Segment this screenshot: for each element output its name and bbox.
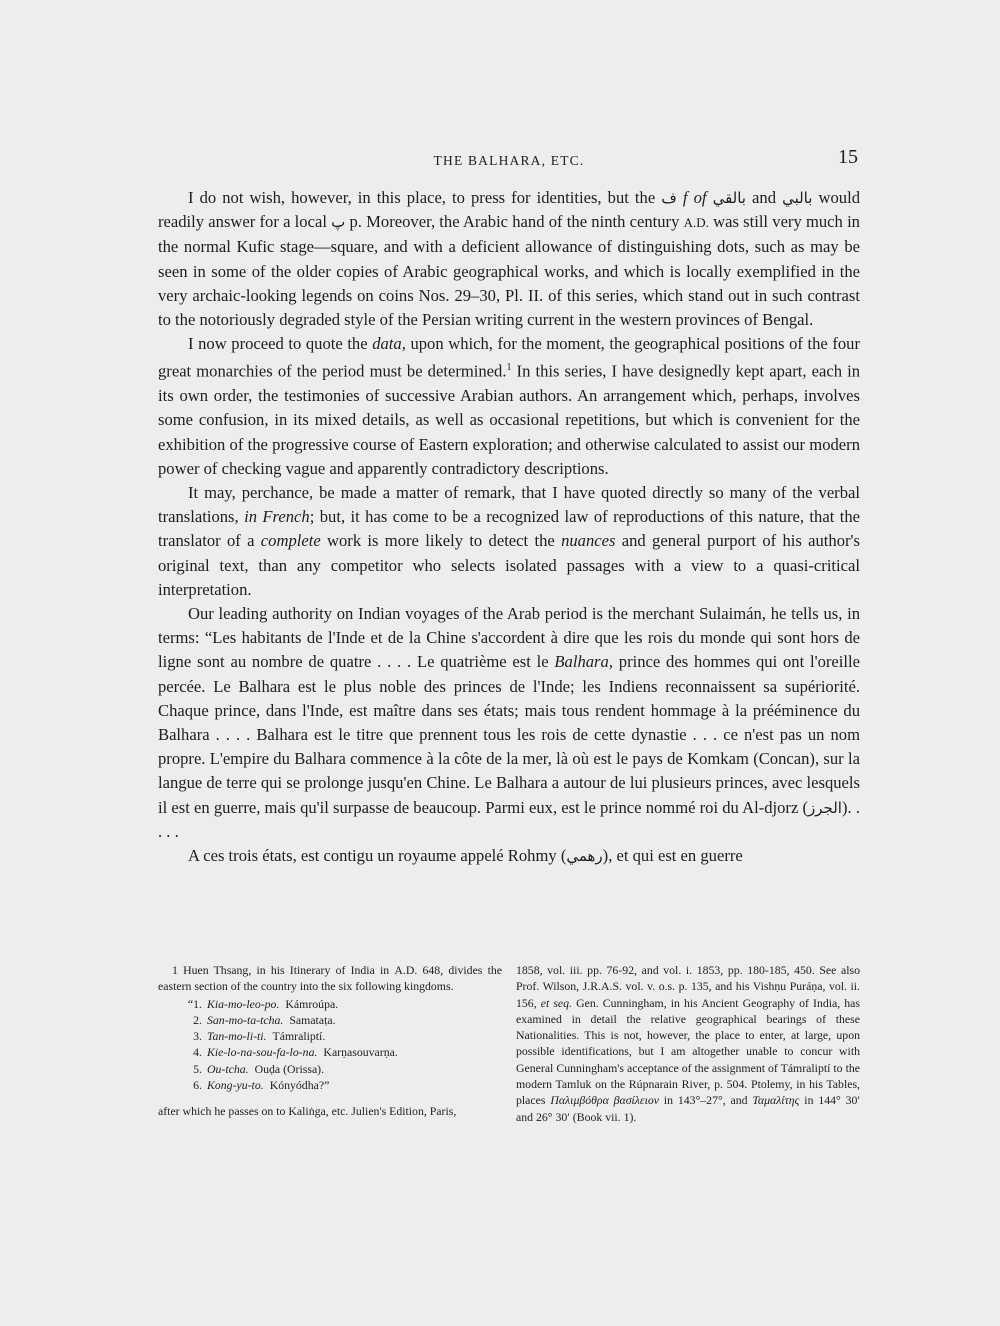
sanskrit-name: Kámroúpa. [285,996,339,1011]
arabic-letter-f: ف [661,189,677,207]
italic-term: et seq. [540,995,573,1010]
text-run: f of [676,188,713,207]
list-item [186,1012,502,1028]
italic-term: in French [244,507,310,527]
text-run: , upon which, for the moment, the geographical positions of the four great monarchies of the period must be determined. [158,334,860,381]
page-header [158,146,860,174]
paragraph-1 [158,186,860,332]
text-run: p. Moreover, the Arabic hand of the ninth century [345,212,684,232]
chinese-name: Kong-yu-to. [207,1078,264,1093]
list-item [186,1077,502,1093]
text-run: ; but, it has come to be a recognized law of reproductions of this nature, that the translator of a [158,507,860,551]
greek-word: Ταμαλίτης [752,1093,800,1108]
text-run: in 144° 30′ and 26° 30′ (Book vii. 1). [516,1093,860,1124]
greek-phrase: Παλιμβόθρα βασίλειον [550,1093,659,1108]
era-abbreviation: A.D. [683,215,709,231]
item-number: 3. [193,1029,202,1044]
text-run: was still very much in the normal Kufic stage—square, and with a deficient allowance of distinguishing dots, such as may be seen in some of the older copies of Arabic geographical works, and which is locally exemplified in the very archaic-looking legends on coins Nos. 29–30, Pl. II. of this series, which stand out in such contrast to the notoriously degraded style of the Persian writing current in the western provinces of Bengal. [158,212,860,330]
chinese-name: Kie-lo-na-sou-fa-lo-na. [207,1045,318,1060]
text-run: 648, divides the eastern section of the country into the six following kingdoms. [158,963,502,994]
text-run: prince des hommes qui ont l'oreille percée. Le Balhara est le plus noble des princes de l'Inde; les Indiens reconnaissent sa supériorité. Chaque prince, dans l'Inde, est maître dans ses états; mais tous rendent hommage à la prééminence du Balhara . . . . Balhara est le titre que prennent tous les rois de cette dynastie . . . ce n'est pas un nom propre. L'empire du Balhara commence à la côte de la mer, là où est le pays de Komkam (Concan), sur la langue de terre qui se prolonge jusqu'en Chine. Le Balhara a autour de lui plusieurs princes, avec lesquels il est en guerre, mais qu'il surpasse de beaucoup. Parmi eux, est le prince nommé roi du Al-djorz ( [158,652,860,817]
list-item [186,1044,502,1060]
sanskrit-name: Támraliptí. [272,1029,326,1044]
footnote-1-intro [158,962,502,995]
text-run: 1 Huen Thsang, in his Itinerary of India in [172,963,395,977]
sanskrit-name: Kónyódha?” [269,1078,330,1093]
text-run: and [745,188,783,207]
era-abbreviation: A.D. [394,963,418,977]
text-run: Gen. Cunningham, in his Ancient Geography of India, has examined in detail the relative geographical bearings of these Nationalities. This is not, however, the place to enter, at large, upon possible identifications, but I am altogether unable to concur with General Cunningham's acceptance of the assignment of Támraliptí to the modern Tamluk on the Rúpnarain River, p. 504. Ptolemy, in his Tables, places [516,995,861,1108]
sanskrit-name: Samataṭa. [289,1012,336,1027]
arabic-letter-p: پ [331,213,346,232]
footnotes [158,962,860,1125]
running-title: THE BALHARA, ETC. [433,153,585,168]
chinese-name: Kia-mo-leo-po. [207,996,280,1011]
paragraph-2 [158,332,860,481]
list-item [186,1061,502,1077]
footnote-1-continued [516,962,860,1125]
footnote-left-column [158,962,502,1125]
arabic-word: الجرز [808,798,842,817]
footnote-marker: 1 [506,362,512,374]
text-run: would readily answer for a local [158,188,860,232]
footnote-right-column [516,962,860,1125]
text-run: I do not wish, however, in this place, to press for identities, but the [188,188,662,207]
chinese-name: Ou-tcha. [207,1061,249,1076]
italic-term: data [372,334,402,354]
italic-term: nuances [561,531,616,551]
chinese-name: Tan-mo-li-ti. [207,1029,267,1044]
text-run: and general purport of his author's original text, than any competitor who selects isolated passages with a view to a quasi-critical interpretation. [158,531,860,599]
arabic-word: بالقي [712,189,746,207]
text-run: Our leading authority on Indian voyages of the Arab period is the merchant Sulaimán, he tells us, in terms: “Les habitants de l'Inde et de la Chine s'accordent à dire que les rois du monde qui sont hors de ligne sont au nombre de quatre . . . . Le quatrième est le [158,603,860,672]
paragraph-5 [158,844,860,868]
list-item [186,996,502,1012]
sanskrit-name: Karṇasouvarṇa. [323,1045,398,1060]
text-run: A ces trois états, est contigu un royaume appelé Rohmy ( [188,846,567,866]
sanskrit-name: Ouḍa (Orissa). [254,1061,325,1076]
text-run: in 143°–27°, and [658,1093,753,1108]
item-number: 6. [193,1078,202,1093]
arabic-word: بالبي [782,189,813,207]
item-number: 2. [193,1012,202,1027]
main-text [158,186,860,868]
text-run: work is more likely to detect the [320,531,562,551]
chinese-name: San-mo-ta-tcha. [207,1012,284,1027]
paragraph-4 [158,602,860,844]
list-item [186,1028,502,1044]
text-run: ). . . . . [158,797,860,841]
text-run: In this series, I have designedly kept apart, each in its own order, the testimonies of successive Arabian authors. An arrangement which, perhaps, involves some confusion, in its mixed details, as well as occasional repetitions, but which is convenient for the exhibition of the progressive course of Eastern exploration; and otherwise calculated to assist our modern power of checking vague and apparently contradictory descriptions. [158,361,860,478]
paragraph-3 [158,481,860,602]
item-number: 4. [193,1045,202,1060]
arabic-word: رهمي [566,847,603,866]
item-number: “1. [187,996,202,1011]
footnote-1-after: after which he passes on to Kaliṅga, etc. Julien's Edition, Paris, [158,1104,457,1119]
kingdom-list [186,996,502,1094]
item-number: 5. [193,1061,202,1076]
page-number: 15 [838,146,858,168]
text-run: I now proceed to quote the [188,334,373,354]
text-run: 1858, vol. iii. pp. 76-92, and vol. i. 1853, pp. 180-185, 450. See also Prof. Wilson, J.R.A.S. vol. v. o.s. p. 135, and his Vishṇu Puráṇa, vol. ii. 156, [516,963,860,1010]
text-run: ), et qui est en guerre [602,846,743,866]
italic-term: Balhara, [554,652,613,672]
italic-term: complete [260,531,321,551]
text-run: It may, perchance, be made a matter of remark, that I have quoted directly so many of the verbal translations, [158,482,860,527]
